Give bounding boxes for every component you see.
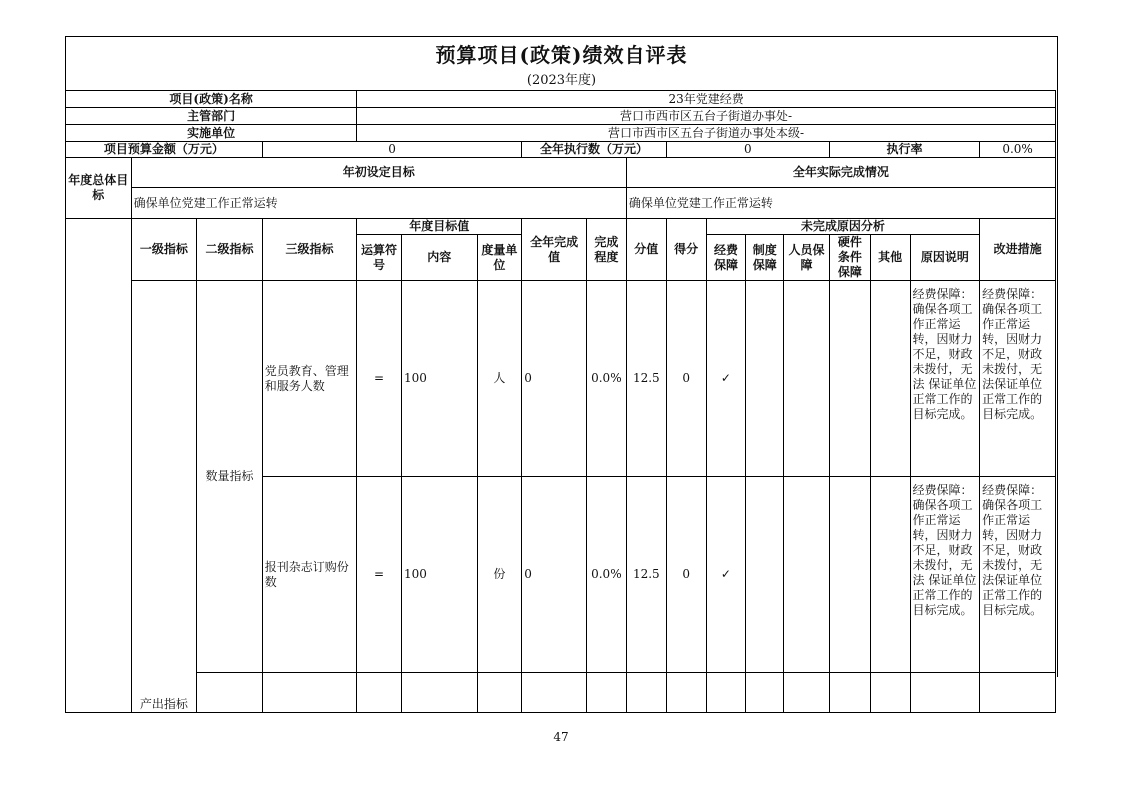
continued-cell [401, 673, 477, 713]
col-completed: 全年完成值 [522, 219, 587, 281]
col-level3: 三级指标 [262, 219, 356, 281]
executed-label: 全年执行数（万元） [522, 142, 666, 158]
row-indicator-header-1 [66, 219, 1056, 235]
weight-value: 12.5 [626, 281, 666, 477]
row-project-name [66, 91, 1056, 108]
initial-goal-value: 确保单位党建工作正常运转 [131, 188, 626, 219]
continued-cell [522, 673, 587, 713]
continued-cell [477, 673, 522, 713]
col-score-weight: 分值 [626, 219, 666, 281]
rate-label: 执行率 [829, 142, 979, 158]
col-operator: 运算符号 [357, 235, 402, 281]
operator-value: = [357, 477, 402, 673]
unit-value: 人 [477, 281, 522, 477]
row-budget [66, 142, 1056, 158]
actual-goal-header: 全年实际完成情况 [626, 158, 1055, 188]
degree-value: 0.0% [586, 477, 626, 673]
department-value: 营口市西市区五台子街道办事处- [357, 108, 1056, 125]
col-reason-analysis: 未完成原因分析 [706, 219, 980, 235]
improve-text: 经费保障：确保各项工作正常运转，因财力不足，财政未拨付，无法保证单位正常工作的目标完成。 [980, 281, 1056, 477]
hardware-cell [829, 477, 870, 673]
system-cell [746, 477, 784, 673]
table-row-continued [66, 673, 1056, 713]
col-staff: 人员保障 [784, 235, 830, 281]
operator-value: = [357, 281, 402, 477]
continued-cell [197, 673, 263, 713]
evaluation-form [65, 36, 1058, 711]
row-goal-values [66, 188, 1056, 219]
col-reason-desc: 原因说明 [910, 235, 980, 281]
reason-text: 经费保障：确保各项工作正常运转，因财力不足，财政未拨付，无法 保证单位正常工作的目标完成。 [910, 477, 980, 673]
col-improve: 改进措施 [980, 219, 1056, 281]
continued-cell [666, 673, 706, 713]
continued-cell [262, 673, 356, 713]
other-cell [870, 477, 910, 673]
unit-value: 份 [477, 477, 522, 673]
row-department [66, 108, 1056, 125]
goal-row-label: 年度总体目标 [66, 158, 132, 219]
level1-indicator: 产出指标 [131, 281, 197, 713]
level3-indicator: 报刊杂志订购份数 [262, 477, 356, 673]
budget-label: 项目预算金额（万元） [66, 142, 263, 158]
rate-value: 0.0% [980, 142, 1056, 158]
department-label: 主管部门 [66, 108, 357, 125]
completed-value: 0 [522, 281, 587, 477]
hardware-cell [829, 281, 870, 477]
col-annual-target: 年度目标值 [357, 219, 522, 235]
improve-text: 经费保障：确保各项工作正常运转，因财力不足，财政未拨付，无法保证单位正常工作的目标完成。 [980, 477, 1056, 673]
executed-value: 0 [666, 142, 829, 158]
page-number: 47 [553, 730, 569, 744]
row-goal-headers [66, 158, 1056, 188]
score-value: 0 [666, 477, 706, 673]
reason-text: 经费保障：确保各项工作正常运转，因财力不足，财政未拨付，无法 保证单位正常工作的目标完成。 [910, 281, 980, 477]
continued-cell [870, 673, 910, 713]
table-row [66, 281, 1056, 477]
score-value: 0 [666, 281, 706, 477]
budget-value: 0 [262, 142, 522, 158]
col-funding: 经费保障 [706, 235, 746, 281]
weight-value: 12.5 [626, 477, 666, 673]
continued-cell [746, 673, 784, 713]
col-level2: 二级指标 [197, 219, 263, 281]
content-value: 100 [401, 281, 477, 477]
col-score: 得分 [666, 219, 706, 281]
staff-cell [784, 281, 830, 477]
other-cell [870, 281, 910, 477]
col-system: 制度保障 [746, 235, 784, 281]
actual-goal-value: 确保单位党建工作正常运转 [626, 188, 1055, 219]
unit-label: 实施单位 [66, 125, 357, 142]
col-degree: 完成程度 [586, 219, 626, 281]
continued-cell [706, 673, 746, 713]
content-value: 100 [401, 477, 477, 673]
col-content: 内容 [401, 235, 477, 281]
completed-value: 0 [522, 477, 587, 673]
col-other: 其他 [870, 235, 910, 281]
left-spacer-cell [66, 219, 132, 713]
continued-cell [626, 673, 666, 713]
level3-indicator: 党员教育、管理和服务人数 [262, 281, 356, 477]
degree-value: 0.0% [586, 281, 626, 477]
system-cell [746, 281, 784, 477]
col-unit: 度量单位 [477, 235, 522, 281]
funding-check: ✓ [706, 281, 746, 477]
form-title: 预算项目(政策)绩效自评表 [435, 43, 688, 67]
continued-cell [586, 673, 626, 713]
continued-cell [784, 673, 830, 713]
initial-goal-header: 年初设定目标 [131, 158, 626, 188]
continued-cell [980, 673, 1056, 713]
staff-cell [784, 477, 830, 673]
project-name-label: 项目(政策)名称 [66, 91, 357, 108]
col-level1: 一级指标 [131, 219, 197, 281]
continued-cell [357, 673, 402, 713]
funding-check: ✓ [706, 477, 746, 673]
level2-indicator: 数量指标 [197, 281, 263, 673]
col-hardware: 硬件条件保障 [829, 235, 870, 281]
row-unit [66, 125, 1056, 142]
project-name-value: 23年党建经费 [357, 91, 1056, 108]
continued-cell [910, 673, 980, 713]
form-year: (2023年度) [526, 73, 597, 88]
evaluation-table [65, 90, 1056, 713]
unit-value: 营口市西市区五台子街道办事处本级- [357, 125, 1056, 142]
continued-cell [829, 673, 870, 713]
